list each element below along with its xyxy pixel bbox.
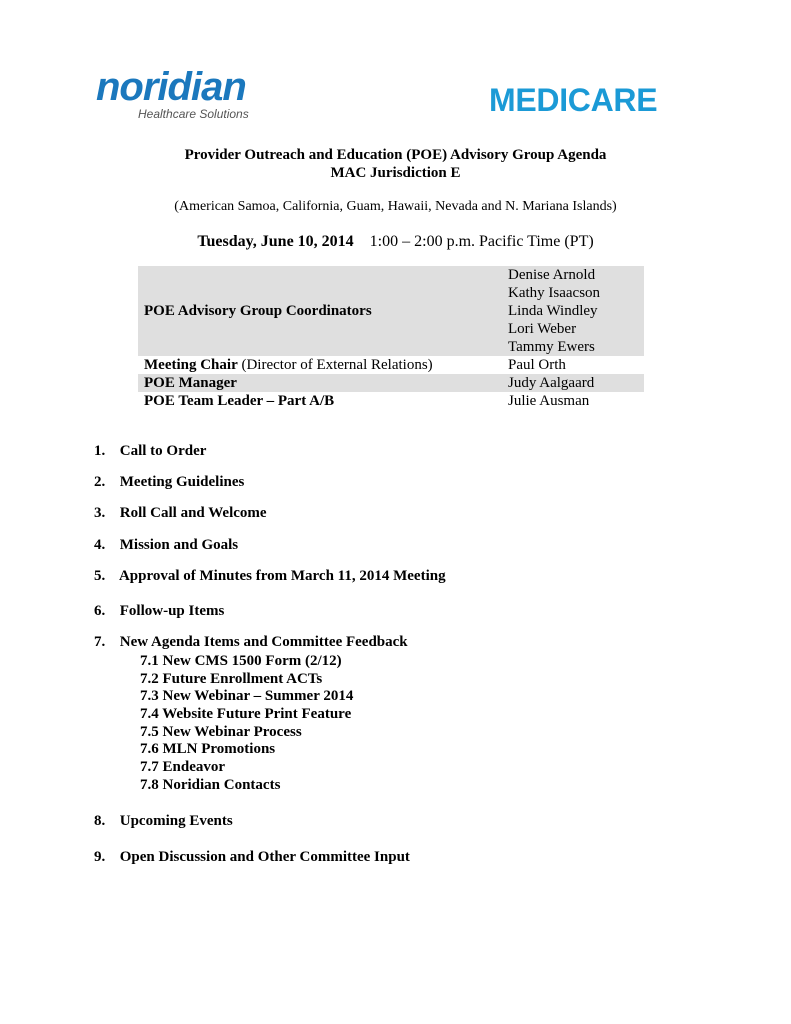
agenda-item: 6. Follow-up Items <box>94 603 225 619</box>
person-name: Judy Aalgaard <box>508 375 595 391</box>
roles-row <box>138 374 644 392</box>
role-label: Meeting Chair <box>144 357 238 373</box>
medicare-brand: MEDICARE <box>489 82 658 118</box>
role-label: POE Advisory Group Coordinators <box>144 303 372 319</box>
agenda-item: 3. Roll Call and Welcome <box>94 505 267 521</box>
person-name: Kathy Isaacson <box>508 285 601 301</box>
agenda-item: 1. Call to Order <box>94 443 207 459</box>
roles-row <box>138 356 644 374</box>
person-name: Lori Weber <box>508 321 577 337</box>
person-name: Julie Ausman <box>508 393 590 409</box>
person-name: Denise Arnold <box>508 267 596 283</box>
agenda-subitem: 7.3 New Webinar – Summer 2014 <box>140 688 354 704</box>
role-label: POE Team Leader – Part A/B <box>144 393 335 409</box>
meeting-datetime <box>0 233 791 251</box>
agenda-subitem: 7.8 Noridian Contacts <box>140 777 281 793</box>
agenda-item: 7. New Agenda Items and Committee Feedback <box>94 634 408 650</box>
roles-table <box>138 266 644 410</box>
role-label: POE Manager <box>144 375 237 391</box>
agenda-item: 4. Mission and Goals <box>94 537 239 553</box>
logo-wordmark: noridian <box>96 66 246 109</box>
role-detail: (Director of External Relations) <box>241 357 433 373</box>
agenda-subitem: 7.2 Future Enrollment ACTs <box>140 671 323 687</box>
roles-row <box>138 266 644 356</box>
agenda-item: 2. Meeting Guidelines <box>94 474 245 490</box>
meeting-time: 1:00 – 2:00 p.m. Pacific Time (PT) <box>369 233 594 250</box>
meeting-date: Tuesday, June 10, 2014 <box>197 233 354 250</box>
jurisdiction-title: MAC Jurisdiction E <box>330 165 461 181</box>
agenda-item: 8. Upcoming Events <box>94 813 233 829</box>
agenda-item: 9. Open Discussion and Other Committee Input <box>94 849 410 865</box>
person-name: Paul Orth <box>508 357 566 373</box>
agenda-title: Provider Outreach and Education (POE) Advisory Group Agenda <box>184 147 607 163</box>
agenda-subitem: 7.7 Endeavor <box>140 759 226 775</box>
agenda-subitem: 7.5 New Webinar Process <box>140 724 302 740</box>
noridian-logo <box>96 66 296 122</box>
agenda-subitem: 7.6 MLN Promotions <box>140 741 276 757</box>
person-name: Linda Windley <box>508 303 598 319</box>
agenda-item: 5. Approval of Minutes from March 11, 2014 Meeting <box>94 568 446 584</box>
jurisdiction-list: (American Samoa, California, Guam, Hawaii, Nevada and N. Mariana Islands) <box>174 199 617 214</box>
logo-tagline: Healthcare Solutions <box>138 107 249 121</box>
agenda-subitem: 7.4 Website Future Print Feature <box>140 706 352 722</box>
person-name: Tammy Ewers <box>508 339 595 355</box>
agenda-subitem: 7.1 New CMS 1500 Form (2/12) <box>140 653 342 669</box>
roles-row <box>138 392 644 410</box>
